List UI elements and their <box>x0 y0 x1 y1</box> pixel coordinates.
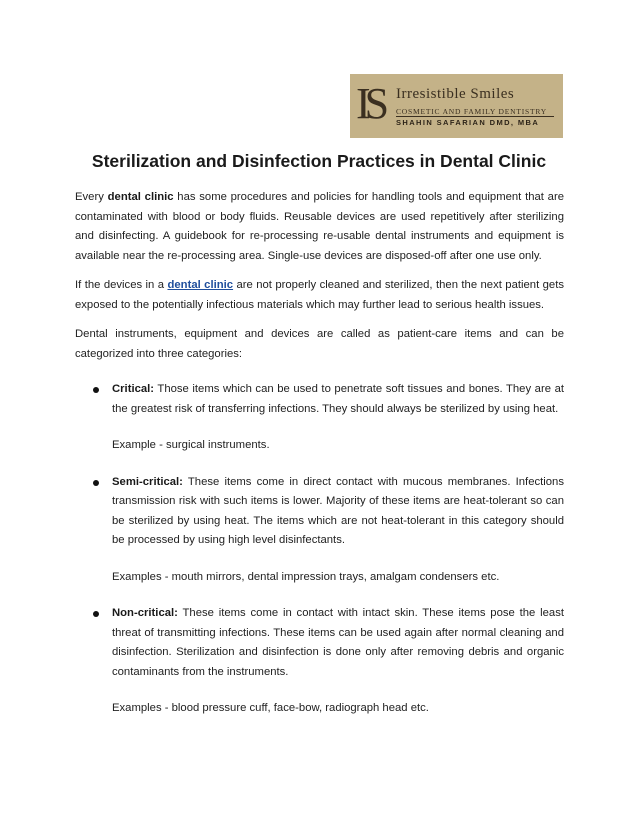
category-description <box>112 473 564 551</box>
third-paragraph: Dental instruments, equipment and devices are called as patient-care items and can be categorized into three categories: <box>75 328 564 360</box>
list-item <box>75 604 564 719</box>
intro-bold-term: dental clinic <box>107 191 174 203</box>
logo-monogram: IS <box>356 79 384 128</box>
category-label: Semi-critical: <box>112 475 183 488</box>
para2-prefix: If the devices in a <box>75 279 168 291</box>
category-label: Critical: <box>112 383 155 395</box>
category-example: Examples - mouth mirrors, dental impression trays, amalgam condensers etc. <box>112 570 500 583</box>
logo-clinic-name: Irresistible Smiles <box>396 86 515 102</box>
logo-doctor-name: SHAHIN SAFARIAN DMD, MBA <box>396 118 540 127</box>
logo-subtitle: COSMETIC AND FAMILY DENTISTRY <box>396 107 547 116</box>
list-item <box>75 380 564 456</box>
intro-paragraph <box>75 188 564 266</box>
list-item <box>75 473 564 588</box>
bullet-icon <box>93 480 99 486</box>
page-title: Sterilization and Disinfection Practices in Dental Clinic <box>91 151 547 171</box>
para2-text: are not properly cleaned and sterilized, then the next patient gets exposed to the potentially infectious materials which may further lead to serious health issues. <box>75 279 564 311</box>
category-text: These items come in direct contact with mucous membranes. Infections transmission risk with such items is lower. Majority of these items are heat-tolerant so can be sterilized by using heat. The items which are not heat-tolerant in this category should be processed by using high level disinfectants. <box>112 475 564 546</box>
category-example: Examples - blood pressure cuff, face-bow, radiograph head etc. <box>112 702 429 714</box>
category-label: Non-critical: <box>112 607 178 619</box>
category-example: Example - surgical instruments. <box>112 439 270 451</box>
bullet-icon <box>93 387 99 393</box>
bullet-icon <box>93 611 99 617</box>
category-list <box>75 380 564 719</box>
second-paragraph <box>75 276 564 315</box>
clinic-logo <box>350 74 563 138</box>
category-text: Those items which can be used to penetrate soft tissues and bones. They are at the greatest risk of transferring infections. They should always be sterilized by using heat. <box>112 383 564 415</box>
category-description <box>112 380 564 419</box>
category-description <box>112 604 564 682</box>
category-text: These items come in contact with intact skin. These items pose the least threat of transmitting infections. These items can be used again after normal cleaning and disinfection. Sterilization and disinfection is done only after removing debris and organic contaminants from the instruments. <box>112 607 564 678</box>
intro-text: has some procedures and policies for handling tools and equipment that are contaminated with blood or body fluids. Reusable devices are used repetitively after sterilizing and disinfecting. A guidebook for re-processing re-usable dental instruments and equipment is available near the re-processing area. Single-use devices are disposed-off after one use only. <box>75 191 564 262</box>
dental-clinic-link[interactable]: dental clinic <box>167 279 234 291</box>
logo-divider <box>396 116 554 117</box>
intro-prefix: Every <box>75 191 108 203</box>
document-body <box>75 188 564 736</box>
